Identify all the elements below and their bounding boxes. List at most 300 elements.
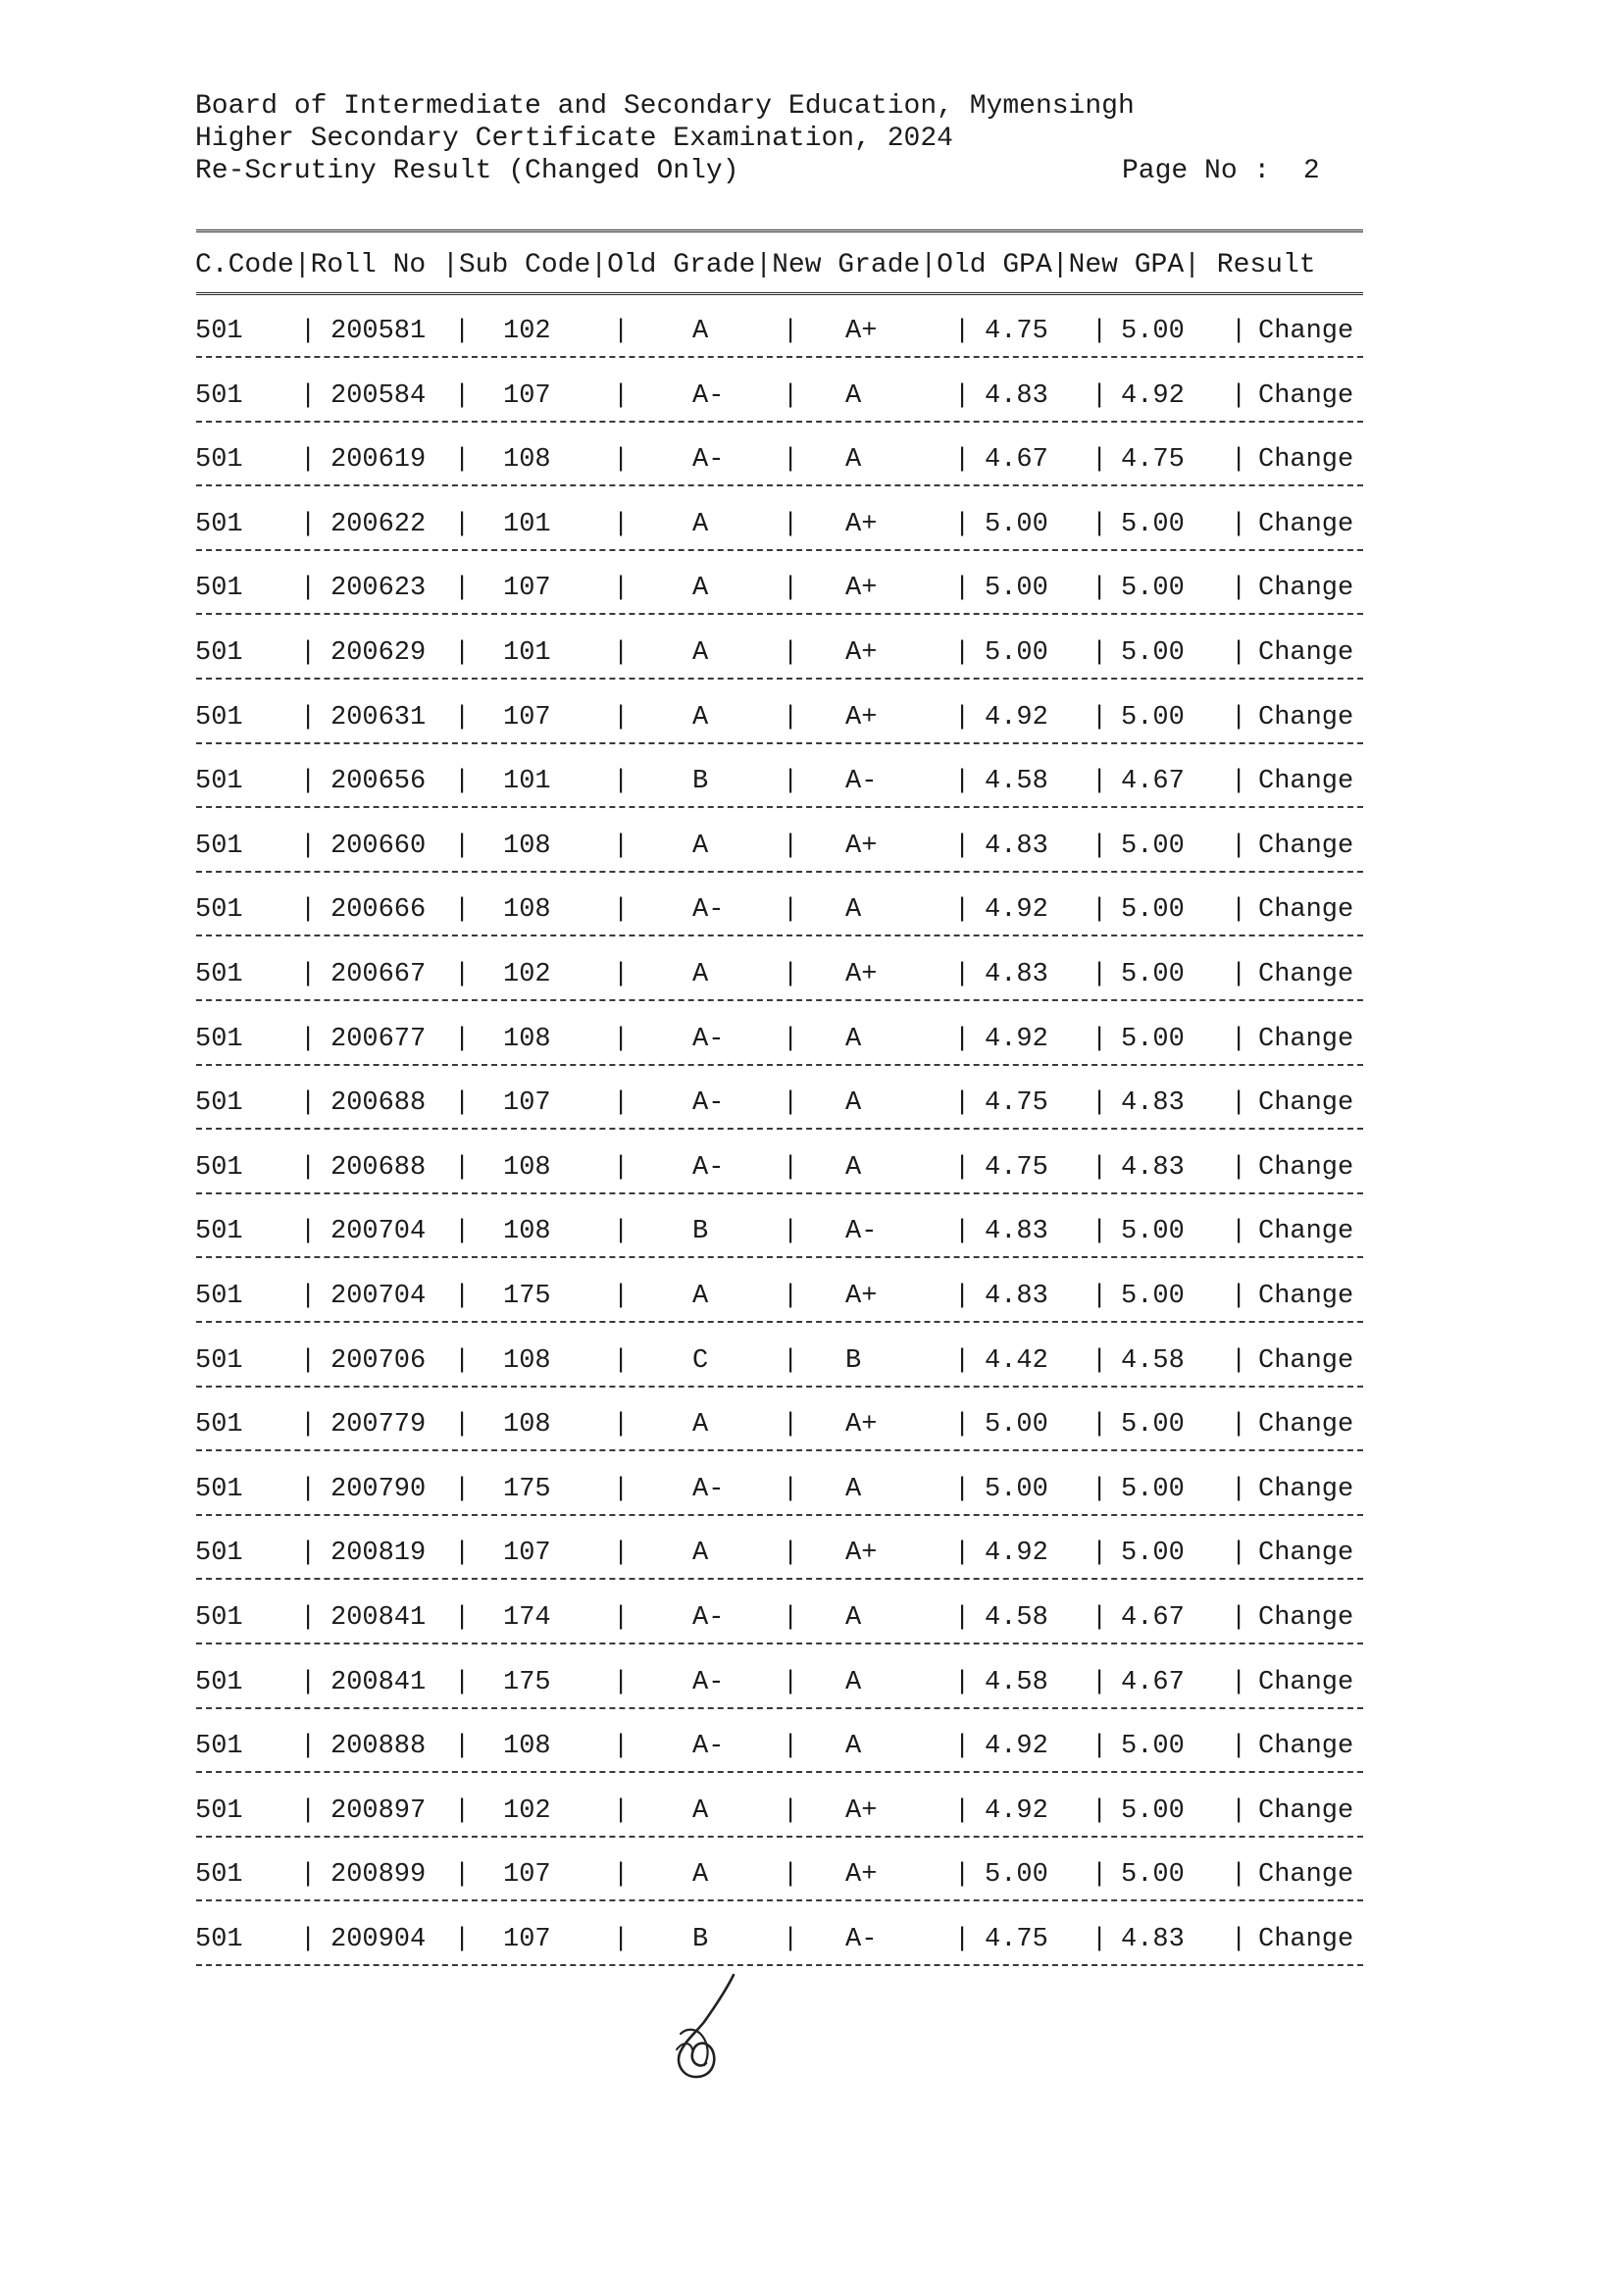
column-separator: | (1091, 1925, 1108, 1954)
column-separator: | (954, 960, 971, 989)
column-separator: | (1091, 1345, 1108, 1376)
row-new-gpa: 5.00 (1121, 1282, 1185, 1311)
column-separator: | (613, 1925, 630, 1954)
column-separator: | (300, 1925, 317, 1954)
row-center-code: 501 (195, 509, 243, 539)
row-center-code: 501 (195, 1474, 243, 1504)
row-roll-no: 200666 (330, 895, 427, 926)
column-separator: | (954, 574, 971, 604)
row-subject-code: 107 (503, 1860, 551, 1891)
column-separator: | (954, 1024, 971, 1054)
column-separator: | (454, 767, 471, 797)
row-old-gpa: 4.83 (985, 831, 1048, 861)
column-separator: | (613, 1088, 630, 1119)
row-subject-code: 101 (503, 509, 551, 539)
row-center-code: 501 (195, 1410, 243, 1441)
column-separator: | (454, 1732, 471, 1762)
row-old-gpa: 4.42 (985, 1345, 1048, 1376)
row-old-grade: A (692, 638, 709, 668)
column-separator: | (954, 380, 971, 411)
row-new-gpa: 4.75 (1121, 445, 1185, 476)
column-separator: | (300, 1795, 317, 1826)
column-separator: | (613, 1345, 630, 1376)
row-roll-no: 200841 (330, 1667, 427, 1697)
column-separator: | (783, 1539, 799, 1569)
row-result: Change (1258, 1474, 1354, 1504)
column-separator: | (613, 767, 630, 797)
row-roll-no: 200790 (330, 1474, 427, 1504)
row-new-gpa: 5.00 (1121, 509, 1185, 539)
column-separator: | (1231, 767, 1247, 797)
row-new-grade: A (845, 1152, 862, 1183)
column-separator: | (783, 831, 799, 861)
row-subject-code: 107 (503, 380, 551, 411)
row-new-gpa: 4.83 (1121, 1925, 1185, 1954)
column-separator: | (454, 1925, 471, 1954)
row-old-grade: A- (692, 1088, 725, 1119)
table-row (0, 1341, 1624, 1381)
column-separator: | (300, 1345, 317, 1376)
column-separator: | (454, 1410, 471, 1441)
column-separator: | (454, 1282, 471, 1311)
row-old-gpa: 4.92 (985, 1795, 1048, 1826)
row-result: Change (1258, 509, 1354, 539)
row-center-code: 501 (195, 1217, 243, 1247)
column-separator: | (1231, 509, 1247, 539)
page-label: Page No : (1122, 156, 1271, 186)
row-new-grade: A+ (845, 1795, 878, 1826)
row-subject-code: 108 (503, 1217, 551, 1247)
row-old-grade: A- (692, 1603, 725, 1633)
column-separator: | (1091, 574, 1108, 604)
column-separator: | (783, 1860, 799, 1891)
column-separator: | (613, 1667, 630, 1697)
column-separator: | (783, 1474, 799, 1504)
column-separator: | (613, 574, 630, 604)
row-old-grade: A (692, 960, 709, 989)
column-separator: | (454, 1539, 471, 1569)
row-divider (196, 421, 1363, 423)
row-divider (196, 356, 1363, 358)
row-roll-no: 200888 (330, 1732, 427, 1762)
row-result: Change (1258, 574, 1354, 604)
column-separator: | (613, 895, 630, 926)
row-result: Change (1258, 895, 1354, 926)
row-roll-no: 200688 (330, 1088, 427, 1119)
table-row (0, 1920, 1624, 1959)
row-old-grade: A- (692, 445, 725, 476)
column-separator: | (454, 1474, 471, 1504)
column-separator: | (1231, 895, 1247, 926)
row-subject-code: 108 (503, 1732, 551, 1762)
column-separator: | (1231, 1603, 1247, 1633)
table-row (0, 633, 1624, 673)
row-result: Change (1258, 1282, 1354, 1311)
column-separator: | (954, 317, 971, 346)
column-separator: | (454, 702, 471, 733)
column-separator: | (613, 1282, 630, 1311)
row-new-gpa: 4.83 (1121, 1152, 1185, 1183)
row-roll-no: 200584 (330, 380, 427, 411)
row-new-gpa: 5.00 (1121, 1860, 1185, 1891)
column-separator: | (954, 1345, 971, 1376)
column-separator: | (300, 317, 317, 346)
row-new-gpa: 4.83 (1121, 1088, 1185, 1119)
column-separator: | (783, 1024, 799, 1054)
page-number-value: 2 (1302, 156, 1320, 186)
row-divider (196, 935, 1363, 936)
row-new-gpa: 5.00 (1121, 702, 1185, 733)
table-row (0, 1020, 1624, 1059)
row-new-grade: A (845, 1732, 862, 1762)
row-result: Change (1258, 702, 1354, 733)
column-separator: | (613, 1410, 630, 1441)
column-separator: | (454, 1795, 471, 1826)
row-subject-code: 102 (503, 317, 551, 346)
row-old-grade: A- (692, 1152, 725, 1183)
row-old-grade: B (692, 1217, 709, 1247)
row-subject-code: 102 (503, 1795, 551, 1826)
row-result: Change (1258, 831, 1354, 861)
row-subject-code: 107 (503, 1539, 551, 1569)
column-separator: | (613, 1603, 630, 1633)
row-new-gpa: 4.67 (1121, 1603, 1185, 1633)
column-separator: | (454, 1667, 471, 1697)
row-new-gpa: 5.00 (1121, 1024, 1185, 1054)
column-separator: | (300, 445, 317, 476)
column-separator: | (613, 1217, 630, 1247)
row-roll-no: 200629 (330, 638, 427, 668)
row-new-grade: A+ (845, 1860, 878, 1891)
column-separator: | (954, 638, 971, 668)
row-result: Change (1258, 1539, 1354, 1569)
row-result: Change (1258, 1860, 1354, 1891)
column-separator: | (1231, 1795, 1247, 1826)
column-separator: | (954, 895, 971, 926)
table-row (0, 1727, 1624, 1766)
row-old-grade: A (692, 1539, 709, 1569)
row-new-gpa: 5.00 (1121, 831, 1185, 861)
column-separator: | (613, 638, 630, 668)
row-roll-no: 200841 (330, 1603, 427, 1633)
column-separator: | (454, 1088, 471, 1119)
row-new-grade: A- (845, 1217, 878, 1247)
row-divider (196, 1836, 1363, 1838)
table-row (0, 569, 1624, 608)
table-row (0, 1663, 1624, 1702)
column-separator: | (300, 638, 317, 668)
column-separator: | (1091, 509, 1108, 539)
column-separator: | (954, 1282, 971, 1311)
row-result: Change (1258, 1345, 1354, 1376)
column-separator: | (1091, 445, 1108, 476)
row-old-gpa: 5.00 (985, 1474, 1048, 1504)
column-separator: | (954, 767, 971, 797)
row-new-grade: A+ (845, 831, 878, 861)
row-new-gpa: 4.67 (1121, 1667, 1185, 1697)
column-separator: | (300, 1667, 317, 1697)
row-divider (196, 1064, 1363, 1066)
row-new-grade: A+ (845, 574, 878, 604)
column-separator: | (300, 1217, 317, 1247)
column-separator: | (1091, 1667, 1108, 1697)
column-separator: | (613, 1732, 630, 1762)
row-new-gpa: 5.00 (1121, 1410, 1185, 1441)
column-separator: | (1091, 960, 1108, 989)
column-separator: | (300, 895, 317, 926)
column-separator: | (454, 638, 471, 668)
row-roll-no: 200622 (330, 509, 427, 539)
row-subject-code: 175 (503, 1474, 551, 1504)
column-separator: | (454, 1345, 471, 1376)
row-roll-no: 200667 (330, 960, 427, 989)
row-old-gpa: 4.75 (985, 317, 1048, 346)
row-old-grade: A (692, 1282, 709, 1311)
column-separator: | (1231, 1152, 1247, 1183)
row-result: Change (1258, 767, 1354, 797)
column-separator: | (454, 1152, 471, 1183)
row-old-grade: A (692, 702, 709, 733)
column-separator: | (783, 1603, 799, 1633)
row-result: Change (1258, 1732, 1354, 1762)
row-new-grade: A+ (845, 1410, 878, 1441)
row-old-grade: A- (692, 1667, 725, 1697)
column-separator: | (300, 1152, 317, 1183)
column-separator: | (954, 1410, 971, 1441)
row-new-gpa: 5.00 (1121, 1795, 1185, 1826)
column-separator: | (1231, 702, 1247, 733)
column-separator: | (1091, 1795, 1108, 1826)
column-separator: | (954, 1152, 971, 1183)
column-separator: | (1231, 445, 1247, 476)
column-separator: | (1231, 1474, 1247, 1504)
table-row (0, 698, 1624, 737)
row-center-code: 501 (195, 1667, 243, 1697)
row-new-grade: A+ (845, 317, 878, 346)
row-old-gpa: 4.92 (985, 1539, 1048, 1569)
row-new-grade: A (845, 380, 862, 411)
table-row (0, 440, 1624, 480)
row-old-gpa: 4.75 (985, 1925, 1048, 1954)
column-separator: | (1231, 1410, 1247, 1441)
row-old-gpa: 4.58 (985, 767, 1048, 797)
row-result: Change (1258, 445, 1354, 476)
column-separator: | (300, 1603, 317, 1633)
column-separator: | (300, 767, 317, 797)
table-row (0, 1598, 1624, 1638)
row-new-grade: A- (845, 767, 878, 797)
row-center-code: 501 (195, 895, 243, 926)
header-rule-top (196, 229, 1363, 235)
row-divider (196, 999, 1363, 1001)
row-divider (196, 742, 1363, 744)
column-separator: | (613, 509, 630, 539)
row-subject-code: 174 (503, 1603, 551, 1633)
row-subject-code: 108 (503, 1152, 551, 1183)
column-separator: | (783, 1088, 799, 1119)
column-separator: | (783, 702, 799, 733)
column-separator: | (1091, 895, 1108, 926)
row-result: Change (1258, 1024, 1354, 1054)
row-center-code: 501 (195, 1152, 243, 1183)
result-type: Re-Scrutiny Result (Changed Only) (195, 156, 739, 186)
table-row (0, 890, 1624, 930)
row-roll-no: 200706 (330, 1345, 427, 1376)
row-new-gpa: 5.00 (1121, 1474, 1185, 1504)
column-separator: | (300, 1474, 317, 1504)
column-separator: | (1091, 1732, 1108, 1762)
row-divider (196, 549, 1363, 551)
row-new-grade: B (845, 1345, 862, 1376)
table-row (0, 762, 1624, 801)
table-row (0, 1084, 1624, 1123)
row-divider (196, 678, 1363, 680)
column-separator: | (613, 317, 630, 346)
row-new-gpa: 5.00 (1121, 1539, 1185, 1569)
row-divider (196, 1514, 1363, 1516)
column-separator: | (454, 831, 471, 861)
row-new-grade: A+ (845, 1282, 878, 1311)
row-new-grade: A+ (845, 509, 878, 539)
column-separator: | (1091, 380, 1108, 411)
column-separator: | (300, 1088, 317, 1119)
row-new-gpa: 5.00 (1121, 638, 1185, 668)
column-separator: | (613, 1024, 630, 1054)
row-new-gpa: 5.00 (1121, 895, 1185, 926)
column-separator: | (1231, 1925, 1247, 1954)
row-old-gpa: 4.83 (985, 960, 1048, 989)
row-old-grade: C (692, 1345, 709, 1376)
row-divider (196, 1386, 1363, 1388)
column-separator: | (783, 960, 799, 989)
row-result: Change (1258, 1410, 1354, 1441)
column-separator: | (454, 380, 471, 411)
row-roll-no: 200704 (330, 1282, 427, 1311)
row-old-grade: A (692, 1795, 709, 1826)
column-separator: | (783, 445, 799, 476)
column-separator: | (1091, 1024, 1108, 1054)
column-separator: | (1231, 960, 1247, 989)
row-center-code: 501 (195, 1345, 243, 1376)
row-result: Change (1258, 1603, 1354, 1633)
row-new-grade: A (845, 1024, 862, 1054)
row-center-code: 501 (195, 638, 243, 668)
column-separator: | (1231, 831, 1247, 861)
column-separator: | (1091, 1539, 1108, 1569)
column-separator: | (454, 509, 471, 539)
row-result: Change (1258, 1925, 1354, 1954)
row-new-gpa: 5.00 (1121, 960, 1185, 989)
table-row (0, 1534, 1624, 1573)
column-separator: | (954, 1795, 971, 1826)
column-separator: | (454, 317, 471, 346)
row-subject-code: 108 (503, 1410, 551, 1441)
row-center-code: 501 (195, 960, 243, 989)
column-separator: | (954, 1603, 971, 1633)
row-result: Change (1258, 1152, 1354, 1183)
column-separator: | (954, 1860, 971, 1891)
row-old-grade: A- (692, 1474, 725, 1504)
column-separator: | (1231, 1217, 1247, 1247)
column-separator: | (783, 895, 799, 926)
row-center-code: 501 (195, 380, 243, 411)
column-separator: | (613, 445, 630, 476)
table-row (0, 1855, 1624, 1895)
row-divider (196, 613, 1363, 615)
board-name: Board of Intermediate and Secondary Education, Mymensingh (195, 91, 1135, 122)
row-subject-code: 108 (503, 1345, 551, 1376)
row-result: Change (1258, 380, 1354, 411)
row-divider (196, 1192, 1363, 1194)
column-separator: | (454, 574, 471, 604)
row-divider (196, 1578, 1363, 1580)
row-old-grade: B (692, 767, 709, 797)
row-subject-code: 108 (503, 1024, 551, 1054)
row-old-gpa: 4.92 (985, 1024, 1048, 1054)
column-separator: | (1091, 638, 1108, 668)
column-separator: | (300, 1024, 317, 1054)
row-roll-no: 200899 (330, 1860, 427, 1891)
table-row (0, 1405, 1624, 1444)
row-center-code: 501 (195, 1539, 243, 1569)
row-new-grade: A (845, 1088, 862, 1119)
row-new-grade: A+ (845, 638, 878, 668)
row-old-grade: A (692, 1410, 709, 1441)
row-new-grade: A (845, 1667, 862, 1697)
row-new-grade: A (845, 1474, 862, 1504)
column-separator: | (613, 831, 630, 861)
row-subject-code: 107 (503, 1925, 551, 1954)
table-row (0, 1792, 1624, 1831)
column-separator: | (1091, 1603, 1108, 1633)
row-roll-no: 200581 (330, 317, 427, 346)
row-old-gpa: 4.67 (985, 445, 1048, 476)
column-separator: | (300, 1732, 317, 1762)
row-roll-no: 200688 (330, 1152, 427, 1183)
column-separator: | (1231, 1667, 1247, 1697)
row-old-gpa: 4.92 (985, 895, 1048, 926)
table-row (0, 1212, 1624, 1251)
row-new-gpa: 4.58 (1121, 1345, 1185, 1376)
column-separator: | (454, 1603, 471, 1633)
row-result: Change (1258, 1795, 1354, 1826)
row-subject-code: 102 (503, 960, 551, 989)
table-row (0, 377, 1624, 416)
row-old-gpa: 5.00 (985, 509, 1048, 539)
row-old-grade: B (692, 1925, 709, 1954)
row-center-code: 501 (195, 767, 243, 797)
column-separator: | (454, 1024, 471, 1054)
column-separator: | (783, 1925, 799, 1954)
row-divider (196, 1899, 1363, 1901)
row-new-grade: A+ (845, 702, 878, 733)
row-subject-code: 175 (503, 1282, 551, 1311)
row-center-code: 501 (195, 1024, 243, 1054)
row-center-code: 501 (195, 317, 243, 346)
column-separator: | (300, 1860, 317, 1891)
handwritten-signature-icon (657, 1971, 765, 2089)
row-roll-no: 200677 (330, 1024, 427, 1054)
column-separator: | (954, 702, 971, 733)
column-separator: | (954, 831, 971, 861)
row-center-code: 501 (195, 831, 243, 861)
row-old-grade: A- (692, 1732, 725, 1762)
column-separator: | (300, 831, 317, 861)
row-new-grade: A+ (845, 1539, 878, 1569)
column-separator: | (954, 1088, 971, 1119)
row-old-grade: A (692, 1860, 709, 1891)
column-separator: | (613, 1860, 630, 1891)
